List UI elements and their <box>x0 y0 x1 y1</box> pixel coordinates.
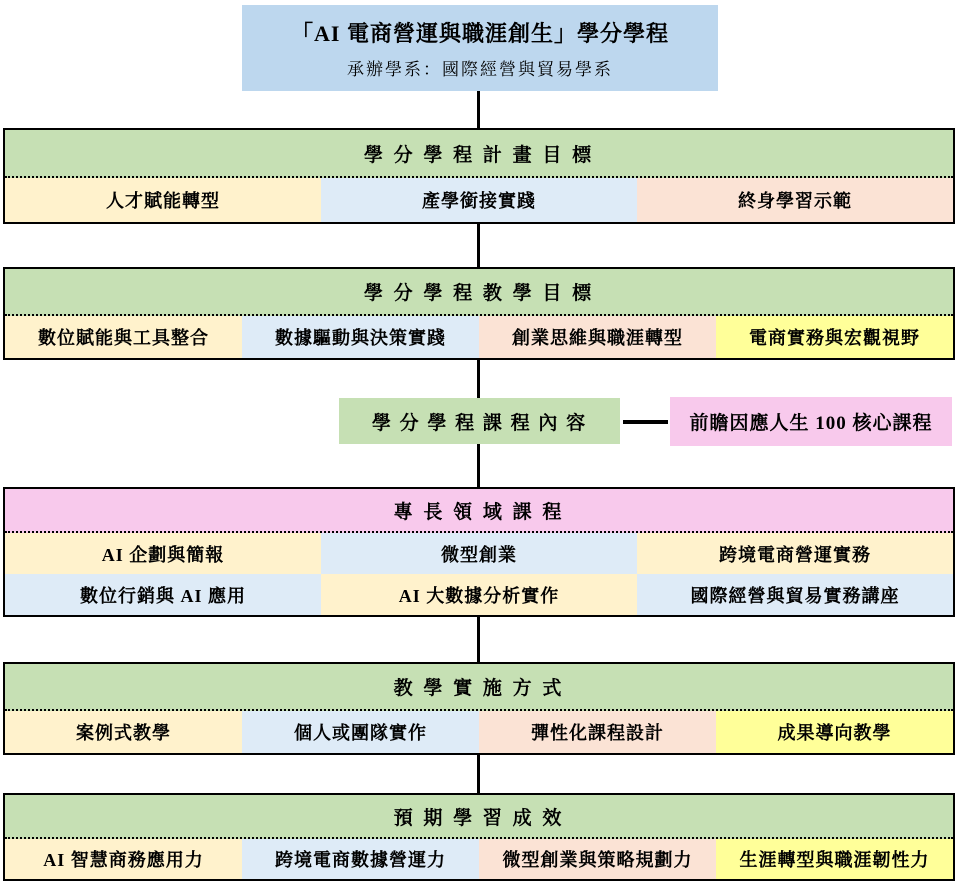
section-teaching-goals-header: 學 分 學 程 教 學 目 標 <box>5 269 953 316</box>
cell-career-resilience: 生涯轉型與職涯韌性力 <box>716 839 953 879</box>
cell-ai-bigdata-analysis: AI 大數據分析實作 <box>321 574 637 615</box>
cell-crossborder-data-ops: 跨境電商數據營運力 <box>242 839 479 879</box>
section-expected-outcomes <box>3 793 955 881</box>
cell-micro-entrepreneurship: 微型創業 <box>321 533 637 574</box>
connector-courses-to-methods <box>477 617 480 662</box>
program-title: 「AI 電商營運與職涯創生」學分學程 <box>291 20 669 46</box>
cell-micro-startup-strategy: 微型創業與策略規劃力 <box>479 839 716 879</box>
cell-digital-empowerment: 數位賦能與工具整合 <box>5 316 242 358</box>
program-subtitle: 承辦學系：國際經營與貿易學系 <box>347 59 613 79</box>
section-plan-goals-cells <box>5 178 953 222</box>
cell-flexible-course-design: 彈性化課程設計 <box>479 711 716 753</box>
cell-individual-team-practice: 個人或團隊實作 <box>242 711 479 753</box>
section-teaching-goals-cells <box>5 316 953 358</box>
connector-content-to-courses <box>477 444 480 487</box>
connector-methods-to-outcomes <box>477 755 480 793</box>
cell-lifelong-learning: 終身學習示範 <box>637 178 953 222</box>
connector-plan-to-teaching-goals <box>477 224 480 267</box>
section-expected-outcomes-cells <box>5 839 953 879</box>
connector-content-to-core-course <box>623 420 668 424</box>
cell-talent-empowerment: 人才賦能轉型 <box>5 178 321 222</box>
section-specialty-courses-cells <box>5 533 953 615</box>
program-title-box <box>242 5 718 91</box>
cell-industry-academia: 產學銜接實踐 <box>321 178 637 222</box>
section-plan-goals <box>3 128 955 224</box>
cell-outcome-oriented-teaching: 成果導向教學 <box>716 711 953 753</box>
cell-digital-marketing-ai: 數位行銷與 AI 應用 <box>5 574 321 615</box>
cell-ai-planning-presentation: AI 企劃與簡報 <box>5 533 321 574</box>
core-course-box: 前瞻因應人生 100 核心課程 <box>670 397 952 446</box>
connector-title-to-plan-goals <box>477 91 480 128</box>
section-teaching-methods-header: 教 學 實 施 方 式 <box>5 664 953 711</box>
section-teaching-methods <box>3 662 955 755</box>
cell-case-teaching: 案例式教學 <box>5 711 242 753</box>
cell-ecommerce-practice: 電商實務與宏觀視野 <box>716 316 953 358</box>
connector-teaching-to-content <box>477 360 480 398</box>
cell-data-driven: 數據驅動與決策實踐 <box>242 316 479 358</box>
section-plan-goals-header: 學 分 學 程 計 畫 目 標 <box>5 130 953 178</box>
section-specialty-courses-header: 專 長 領 域 課 程 <box>5 489 953 533</box>
course-content-box: 學 分 學 程 課 程 內 容 <box>339 398 620 444</box>
section-specialty-courses <box>3 487 955 617</box>
section-expected-outcomes-header: 預 期 學 習 成 效 <box>5 795 953 839</box>
cell-entrepreneur-mindset: 創業思維與職涯轉型 <box>479 316 716 358</box>
section-teaching-goals <box>3 267 955 360</box>
cell-crossborder-ecommerce-ops: 跨境電商營運實務 <box>637 533 953 574</box>
cell-intl-business-trade-seminar: 國際經營與貿易實務講座 <box>637 574 953 615</box>
section-teaching-methods-cells <box>5 711 953 753</box>
cell-ai-smart-commerce: AI 智慧商務應用力 <box>5 839 242 879</box>
